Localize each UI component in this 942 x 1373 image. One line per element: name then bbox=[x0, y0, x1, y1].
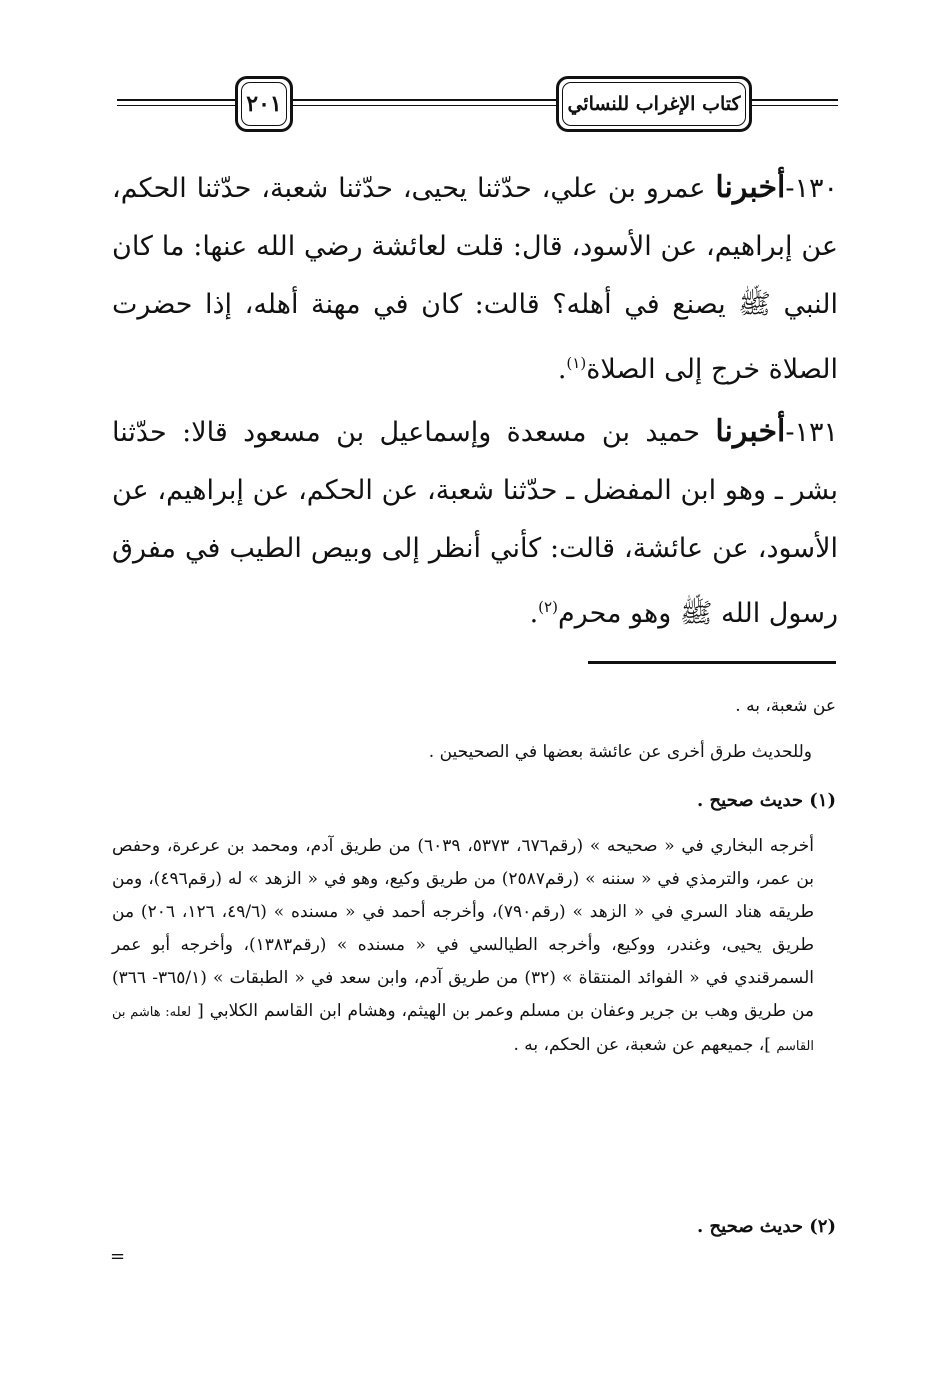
header-rule-right bbox=[752, 99, 838, 101]
page-number: ٢٠١ bbox=[246, 91, 282, 117]
hadith-131-number: ١٣١- bbox=[785, 417, 838, 448]
header-rule-right-thin bbox=[752, 105, 838, 106]
footnote-1-heading: (١) حديث صحيح . bbox=[697, 790, 836, 811]
header-rule-left-thin bbox=[117, 105, 235, 106]
hadith-131-lead: أخبرنا bbox=[715, 414, 786, 449]
continuation-mark: = bbox=[110, 1246, 126, 1267]
hadith-130-end: . bbox=[557, 354, 567, 385]
hadith-131-text: حميد بن مسعدة وإسماعيل بن مسعود قالا: حدّثنا بشر ـ وهو ابن المفضل ـ حدّثنا شعبة، عن الحكم، عن إبراهيم، عن الأسود، عن عائشة، قالت: كأني أنظر إلى وبيص الطيب في مفرق رسول الله ﷺ وهو محرم bbox=[112, 417, 838, 629]
hadith-131 bbox=[112, 403, 838, 643]
footnote-carry-line: عن شعبة، به . bbox=[735, 696, 836, 716]
header-rule-left bbox=[117, 99, 235, 101]
footnote-1-bracket-note: لعله: هاشم بن القاسم bbox=[112, 1005, 814, 1054]
footnote-1-body bbox=[112, 830, 814, 1063]
hadith-130-number: ١٣٠- bbox=[785, 173, 838, 204]
page-number-box bbox=[235, 76, 293, 132]
book-title-box bbox=[556, 76, 752, 132]
footnote-carry-line-2: وللحديث طرق أخرى عن عائشة بعضها في الصحيحين . bbox=[428, 742, 812, 762]
hadith-130 bbox=[112, 159, 838, 399]
footnote-2-heading: (٢) حديث صحيح . bbox=[697, 1216, 836, 1237]
footnote-1-text-a: أخرجه البخاري في « صحيحه » (رقم٦٧٦، ٥٣٧٣، ٦٠٣٩) من طريق آدم، ومحمد بن عرعرة، وحفص بن عمر، والترمذي في « سننه » (رقم٢٥٨٧) من طريق وكيع، وهو في « الزهد » له (رقم٤٩٦)، ومن طريقه هناد السري في « الزهد » (رقم٧٩٠)، وأخرجه أحمد في « مسنده » (٤٩/٦، ١٢٦، ٢٠٦) من طريق يحيى، وغندر، ووكيع، وأخرجه الطيالسي في « مسنده » (رقم١٣٨٣)، وأخرجه أبو عمر السمرقندي في « الفوائد المنتقاة » (٣٢) من طريق آدم، وابن سعد في « الطبقات » (٣٦٥/١- ٣٦٦) من طريق وهب بن جرير وعفان بن مسلم وعمر بن الهيثم، وهشام ابن القاسم الكلابي [ bbox=[112, 836, 815, 1021]
footnote-separator bbox=[588, 661, 836, 664]
hadith-131-end: . bbox=[529, 598, 539, 629]
hadith-130-note-ref: (١) bbox=[566, 354, 587, 372]
hadith-131-note-ref: (٢) bbox=[538, 598, 558, 616]
footnote-1-text-b: ]، جميعهم عن شعبة، عن الحكم، به . bbox=[513, 1035, 771, 1055]
header-rule-middle-thin bbox=[292, 105, 556, 106]
header-rule-middle bbox=[292, 99, 556, 101]
hadith-130-lead: أخبرنا bbox=[715, 170, 786, 205]
book-title: كتاب الإغراب للنسائي bbox=[567, 93, 741, 115]
hadith-130-text: عمرو بن علي، حدّثنا يحيى، حدّثنا شعبة، حدّثنا الحكم، عن إبراهيم، عن الأسود، قال: قلت لعائشة رضي الله عنها: ما كان النبي ﷺ يصنع في أهله؟ قالت: كان في مهنة أهله، إذا حضرت الصلاة خرج إلى الصلاة bbox=[112, 173, 838, 385]
